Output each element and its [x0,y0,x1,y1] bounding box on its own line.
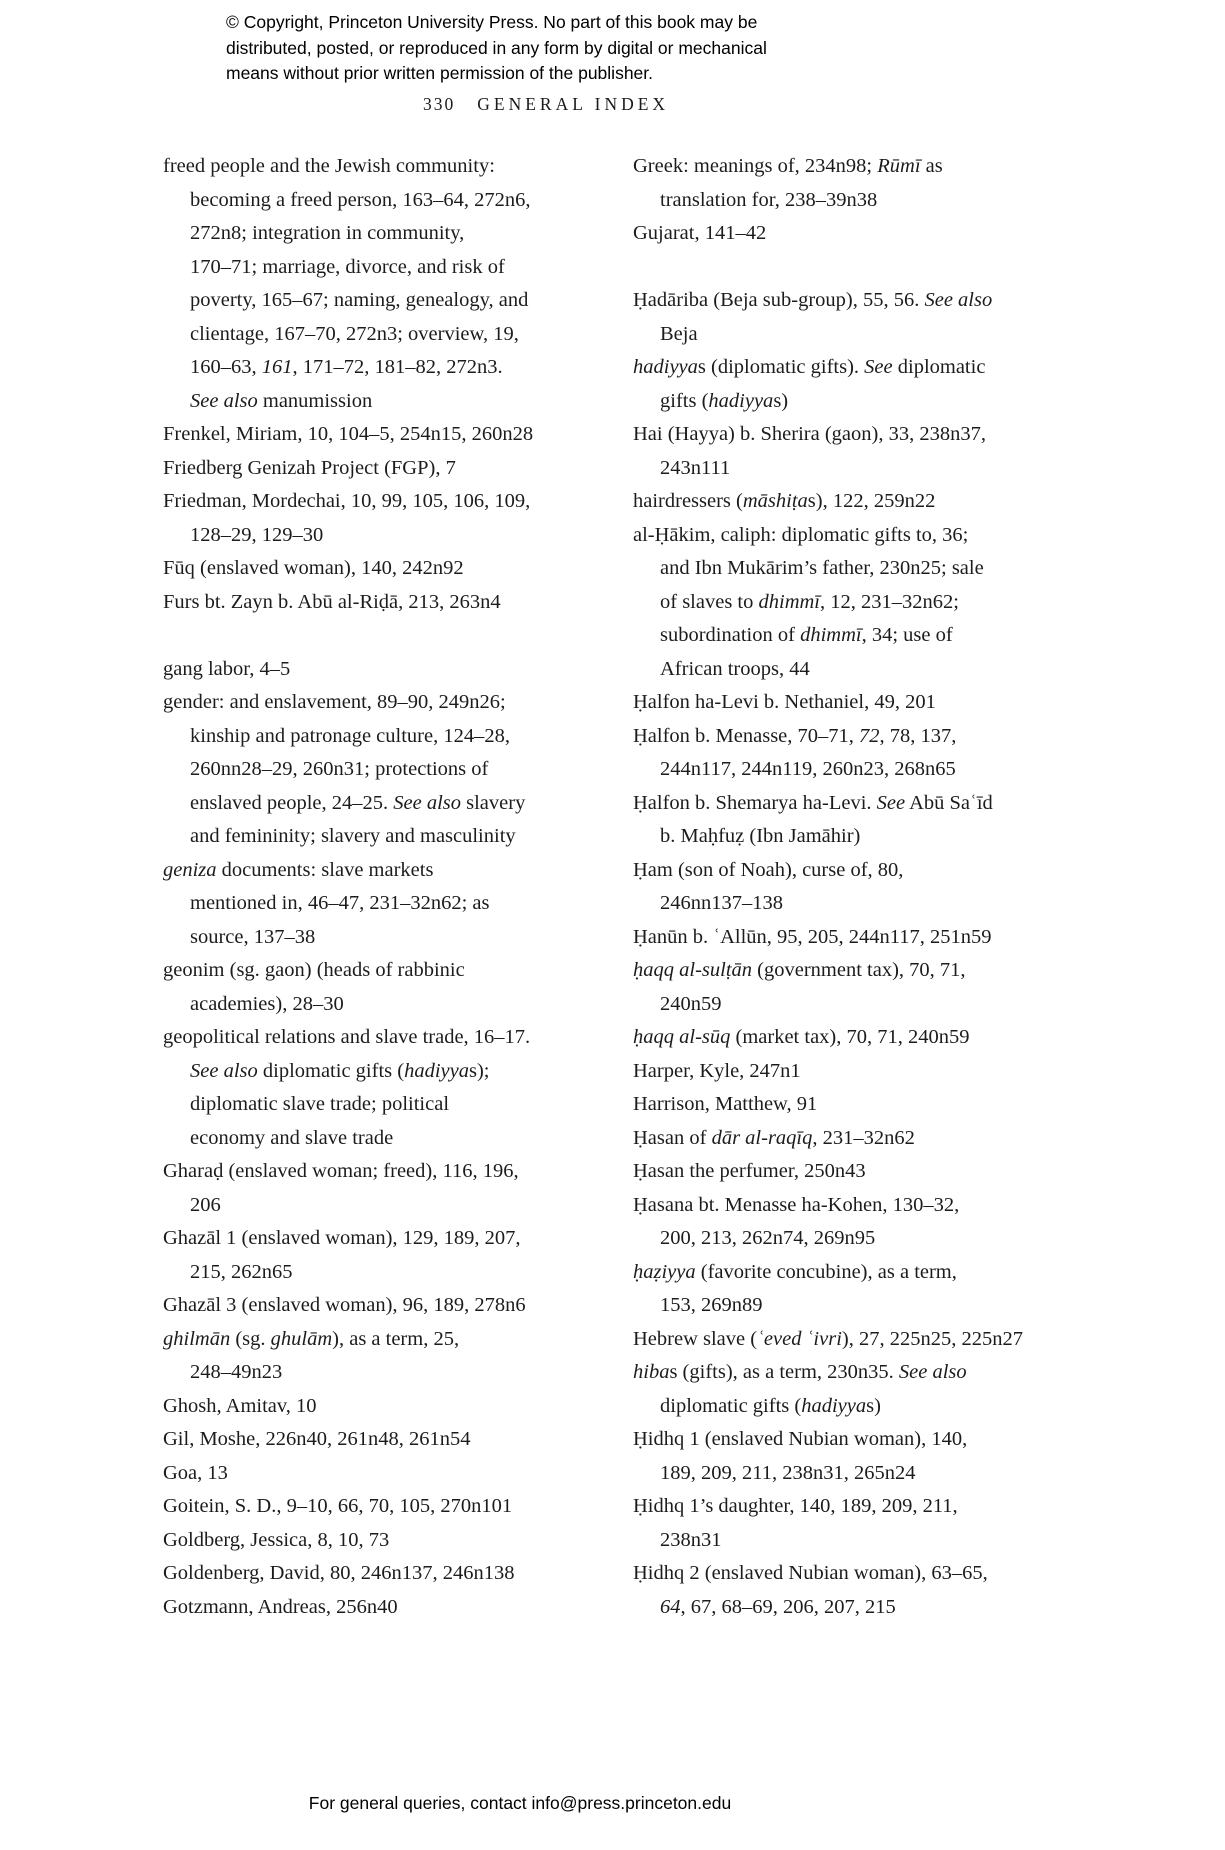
index-line-continuation: enslaved people, 24–25. See also slavery [190,791,526,814]
index-title: GENERAL INDEX [477,94,670,114]
index-line-continuation: diplomatic slave trade; political [190,1093,450,1115]
index-entry-line: Friedberg Genizah Project (FGP), 7 [163,456,456,479]
index-line-continuation: source, 137–38 [190,925,316,948]
index-entry-line: Ghosh, Amitav, 10 [163,1394,317,1417]
index-entry-line: ḥaẓiyya (favorite concubine), as a term, [633,1260,957,1283]
index-line-continuation: economy and slave trade [190,1126,394,1149]
copyright-line: means without prior written permission of the publisher. [226,63,654,83]
index-column-right [633,150,1103,1624]
index-entry-line: ḥaqq al-sulṭān (government tax), 70, 71, [633,959,966,981]
index-line-continuation: 64, 67, 68–69, 206, 207, 215 [660,1595,896,1618]
index-columns [163,150,1103,1624]
index-entry-line: Gotzmann, Andreas, 256n40 [163,1595,398,1618]
index-line-continuation: 244n117, 244n119, 260n23, 268n65 [660,758,956,780]
index-line-continuation: 128–29, 129–30 [190,523,324,546]
index-line-continuation: Beja [660,322,698,345]
index-entry-line: Gujarat, 141–42 [633,222,767,244]
index-entry-line: Gil, Moshe, 226n40, 261n48, 261n54 [163,1428,471,1450]
index-entry-line: Ḥadāriba (Beja sub-group), 55, 56. See also [633,289,993,311]
index-entry-line: geniza documents: slave markets [163,858,434,881]
index-line-continuation: 243n111 [660,456,731,479]
footer-contact-note: For general queries, contact info@press.princeton.edu [308,1793,732,1813]
index-line-continuation: See also manumission [190,389,373,412]
index-line-continuation: 200, 213, 262n74, 269n95 [660,1227,876,1249]
index-entry-line: Ḥam (son of Noah), curse of, 80, [633,858,904,881]
index-entry-line: al-Ḥākim, caliph: diplomatic gifts to, 36; [633,523,969,546]
index-gap [633,251,1103,285]
index-entry-line: Goldenberg, David, 80, 246n137, 246n138 [163,1562,515,1584]
index-entry-line: gang labor, 4–5 [163,657,291,680]
index-entry-line: Fūq (enslaved woman), 140, 242n92 [163,557,464,579]
copyright-line: © Copyright, Princeton University Press. No part of this book may be [226,12,758,32]
index-entry-line: Ḥidhq 1’s daughter, 140, 189, 209, 211, [633,1495,958,1517]
index-entry-line: Ḥasan of dār al-raqīq, 231–32n62 [633,1126,915,1149]
index-line-continuation: poverty, 165–67; naming, genealogy, and [190,289,529,311]
index-entry-line: hibas (gifts), as a term, 230n35. See also [633,1361,967,1383]
index-line-continuation: and femininity; slavery and masculinity [190,825,516,847]
index-line-continuation: b. Maḥfuẓ (Ibn Jamāhir) [660,825,861,847]
index-entry-line: Ḥalfon b. Menasse, 70–71, 72, 78, 137, [633,724,957,747]
index-entry-line: Goldberg, Jessica, 8, 10, 73 [163,1528,390,1551]
copyright-line: distributed, posted, or reproduced in any form by digital or mechanical [226,37,767,58]
index-entry-line: geonim (sg. gaon) (heads of rabbinic [163,959,465,981]
index-line-continuation: African troops, 44 [660,657,810,680]
index-line-continuation: academies), 28–30 [190,992,344,1015]
index-line-continuation: See also diplomatic gifts (hadiyyas); [190,1059,490,1082]
index-entry-line: Ḥidhq 2 (enslaved Nubian woman), 63–65, [633,1562,988,1584]
index-line-continuation: 248–49n23 [190,1361,283,1383]
index-entry-line: hairdressers (māshiṭas), 122, 259n22 [633,490,936,512]
index-entry-line: Ghazāl 3 (enslaved woman), 96, 189, 278n6 [163,1294,526,1316]
index-entry-line: Harper, Kyle, 247n1 [633,1059,801,1082]
index-line-continuation: 240n59 [660,992,722,1015]
index-entry-line: Greek: meanings of, 234n98; Rūmī as [633,155,943,177]
index-line-continuation: diplomatic gifts (hadiyyas) [660,1394,881,1417]
index-entry-line: Goitein, S. D., 9–10, 66, 70, 105, 270n101 [163,1495,513,1517]
index-entry-line: hadiyyas (diplomatic gifts). See diplomatic [633,356,986,378]
index-line-continuation: 170–71; marriage, divorce, and risk of [190,255,505,278]
index-line-continuation: clientage, 167–70, 272n3; overview, 19, [190,322,519,345]
index-entry-line: Ghazāl 1 (enslaved woman), 129, 189, 207, [163,1227,521,1249]
index-entry-line: Goa, 13 [163,1461,228,1484]
index-line-continuation: mentioned in, 46–47, 231–32n62; as [190,892,490,914]
index-entry-line: geopolitical relations and slave trade, 16–17. [163,1026,531,1048]
running-head [423,94,669,115]
index-line-continuation: becoming a freed person, 163–64, 272n6, [190,188,531,211]
index-entry-line: ghilmān (sg. ghulām), as a term, 25, [163,1327,460,1350]
index-line-continuation: 272n8; integration in community, [190,222,465,244]
index-line-continuation: 153, 269n89 [660,1294,763,1316]
index-entry-line: Hai (Hayya) b. Sherira (gaon), 33, 238n37, [633,423,986,445]
index-line-continuation: 260nn28–29, 260n31; protections of [190,758,489,780]
index-line-continuation: 189, 209, 211, 238n31, 265n24 [660,1461,916,1484]
index-column-left [163,150,633,1624]
index-entry-line: Ḥasan the perfumer, 250n43 [633,1160,866,1182]
index-line-continuation: translation for, 238–39n38 [660,188,878,211]
index-entry-line: Friedman, Mordechai, 10, 99, 105, 106, 109, [163,490,531,512]
index-entry-line: Frenkel, Miriam, 10, 104–5, 254n15, 260n28 [163,423,534,445]
copyright-notice [226,10,826,87]
index-entry-line: Ḥanūn b. ʿAllūn, 95, 205, 244n117, 251n59 [633,925,992,948]
index-entry-line: Hebrew slave (ʿeved ʿivri), 27, 225n25, 225n27 [633,1327,1023,1350]
index-entry-line: ḥaqq al-sūq (market tax), 70, 71, 240n59 [633,1026,970,1048]
index-entry-line: gender: and enslavement, 89–90, 249n26; [163,691,506,713]
index-line-continuation: 238n31 [660,1528,722,1551]
index-line-continuation: 215, 262n65 [190,1260,293,1283]
index-entry-line: Ḥalfon ha-Levi b. Nethaniel, 49, 201 [633,691,936,713]
index-line-continuation: kinship and patronage culture, 124–28, [190,724,510,747]
index-line-continuation: gifts (hadiyyas) [660,389,789,412]
index-line-continuation: subordination of dhimmī, 34; use of [660,624,953,646]
index-line-continuation: 206 [190,1193,221,1216]
index-entry-line: Ḥalfon b. Shemarya ha-Levi. See Abū Saʿīd [633,791,993,814]
index-line-continuation: 160–63, 161, 171–72, 181–82, 272n3. [190,356,503,378]
index-entry-line: Furs bt. Zayn b. Abū al-Riḍā, 213, 263n4 [163,590,501,613]
index-entry-line: Ḥidhq 1 (enslaved Nubian woman), 140, [633,1428,968,1450]
index-gap [163,619,633,653]
index-line-continuation: 246nn137–138 [660,892,783,914]
index-line-continuation: and Ibn Mukārim’s father, 230n25; sale [660,557,984,579]
index-entry-line: freed people and the Jewish community: [163,155,495,177]
index-entry-line: Gharaḍ (enslaved woman; freed), 116, 196, [163,1160,519,1182]
index-line-continuation: of slaves to dhimmī, 12, 231–32n62; [660,590,959,613]
index-entry-line: Ḥasana bt. Menasse ha-Kohen, 130–32, [633,1193,960,1216]
page-number: 330 [423,94,456,114]
index-entry-line: Harrison, Matthew, 91 [633,1093,818,1115]
